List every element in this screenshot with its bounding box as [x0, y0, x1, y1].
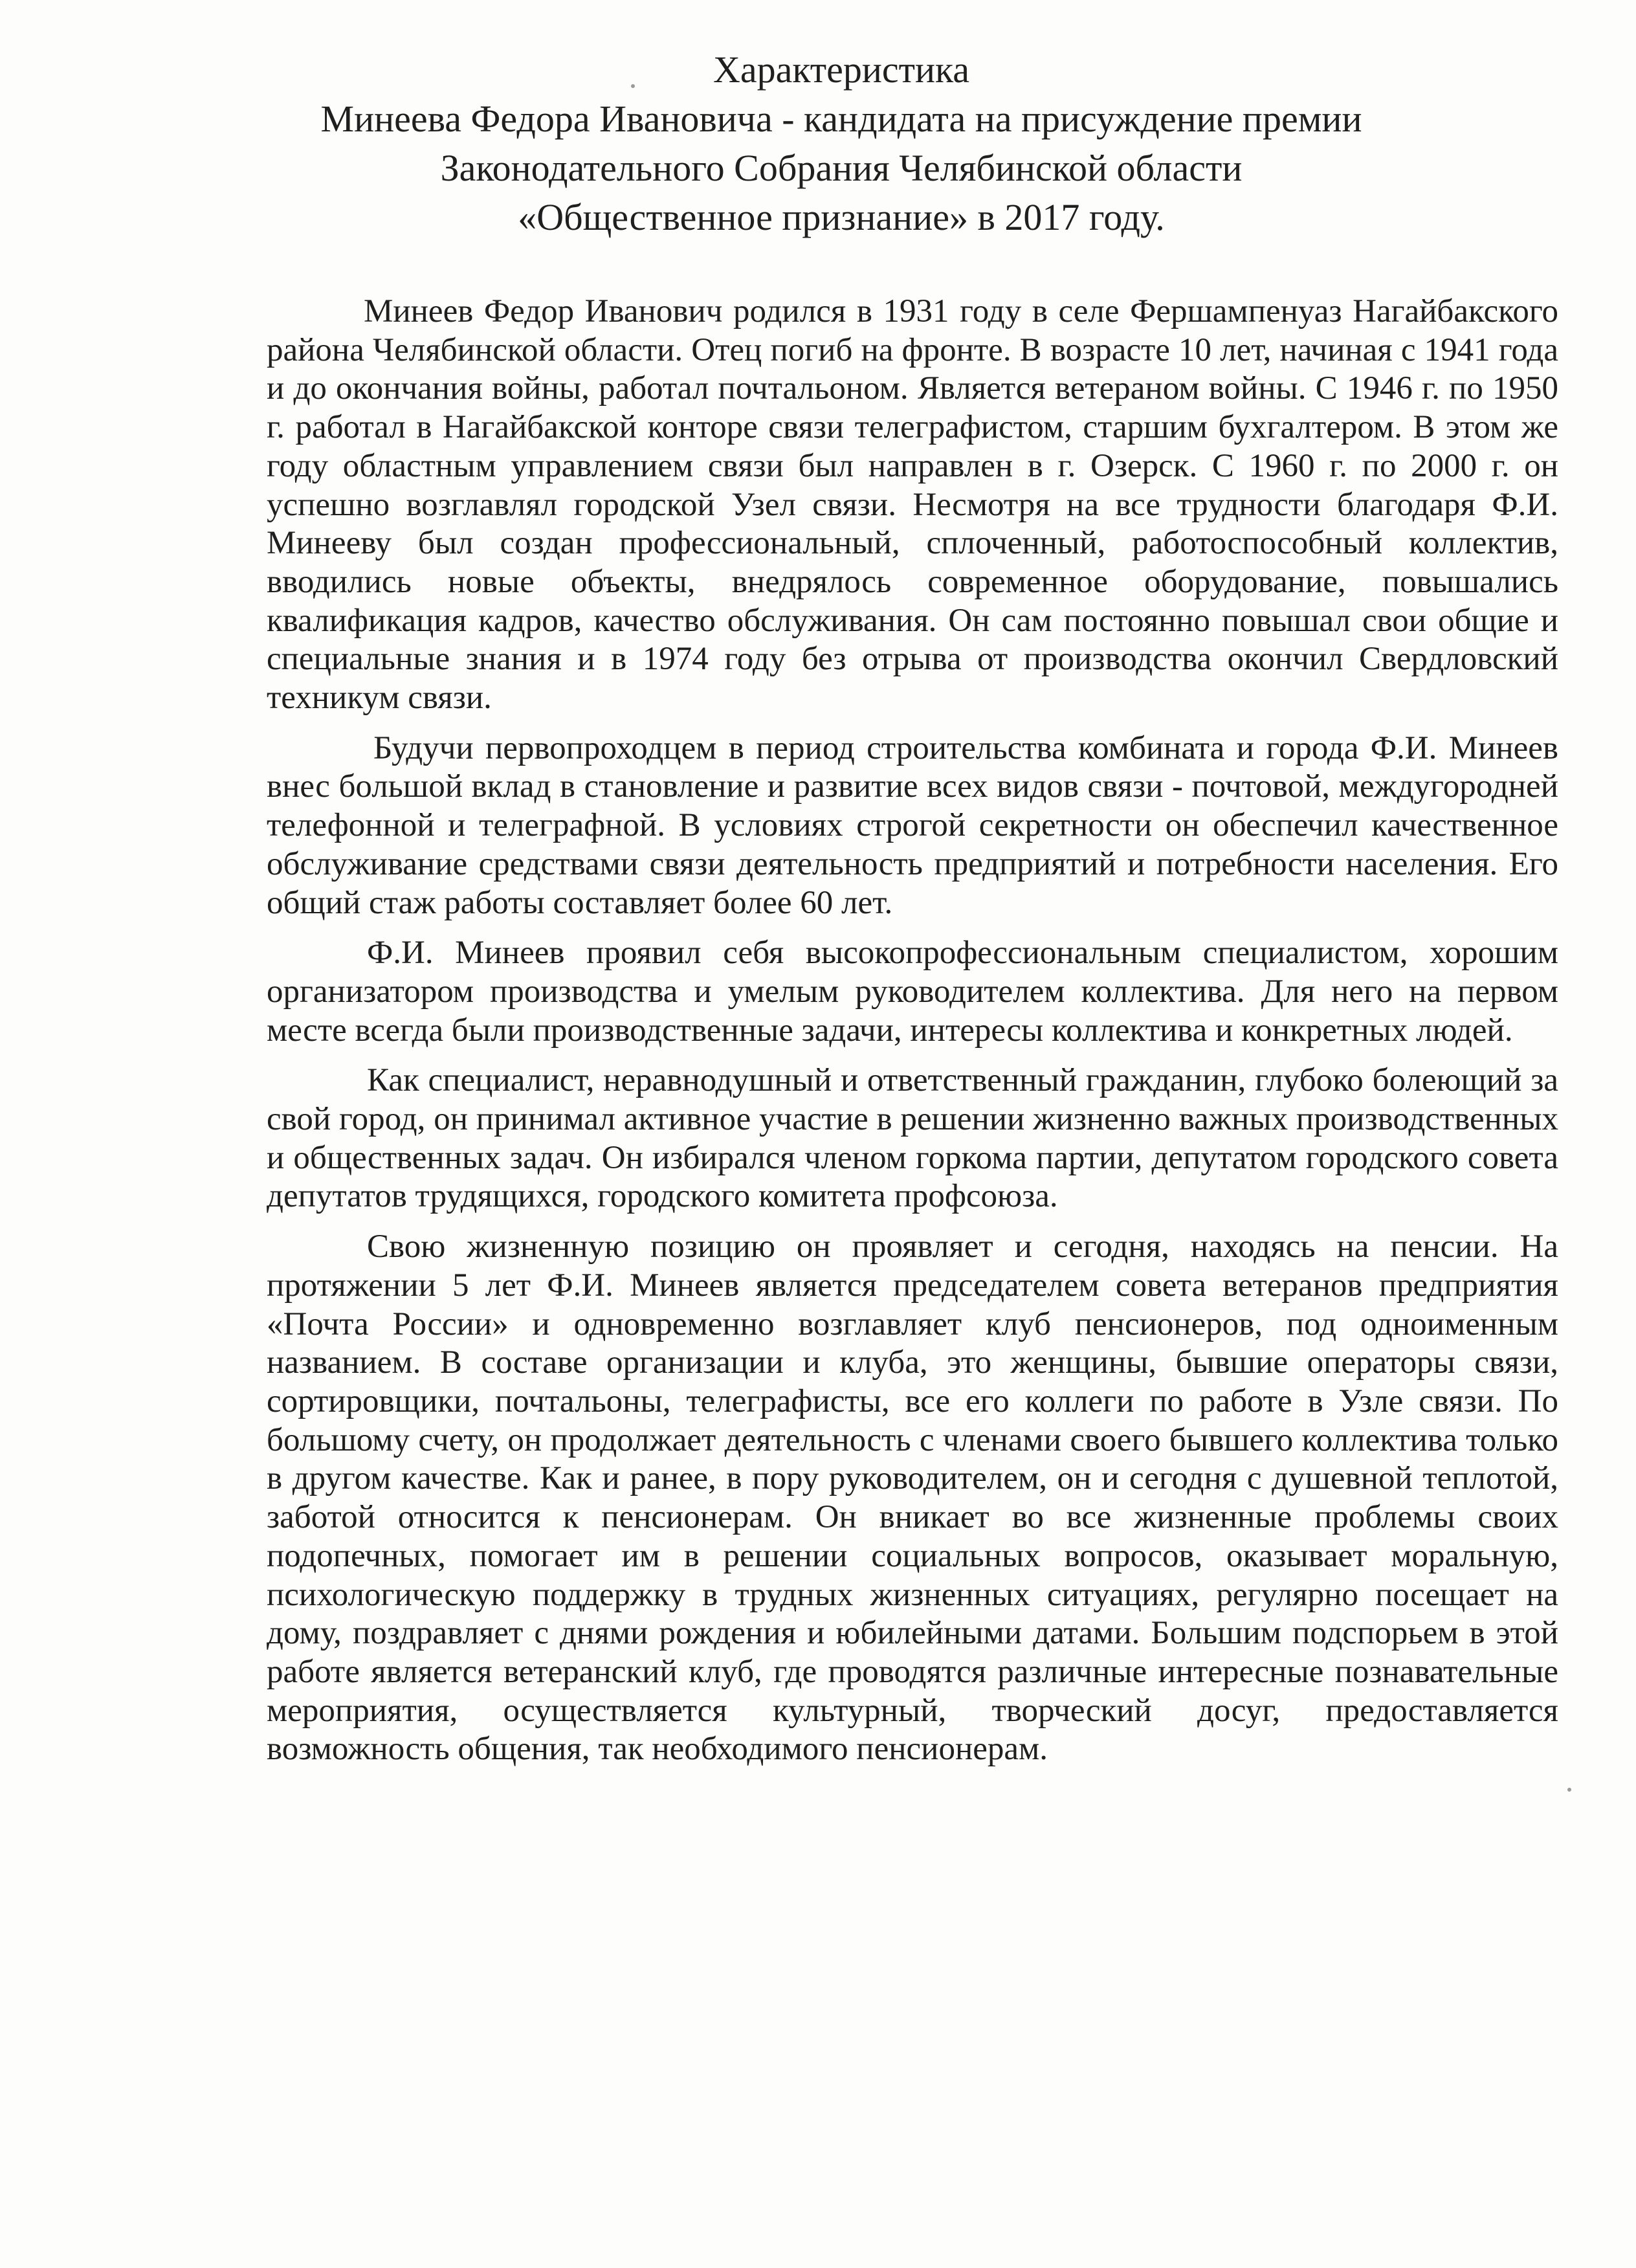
paragraph-biography: Минеев Федор Иванович родился в 1931 году в селе Фершампенуаз Нагайбакского района Челябинской области. Отец погиб на фронте. В возрасте 10 лет, начиная с 1941 года и до окончания войны, работал почтальоном. Является ветераном войны. С 1946 г. по 1950 г. работал в Нагайбакской конторе связи телеграфистом, старшим бухгалтером. В этом же году областным управлением связи был направлен в г. Озерск. С 1960 г. по 2000 г. он успешно возглавлял городской Узел связи. Несмотря на все трудности благодаря Ф.И. Минееву был создан профессиональный, сплоченный, работоспособный коллектив, вводились новые объекты, внедрялось современное оборудование, повышались квалификация кадров, качество обслуживания. Он сам постоянно повышал свои общие и специальные знания и в 1974 году без отрыва от производства окончил Свердловский техникум связи.: [267, 293, 1558, 717]
candidate-line: Минеева Федора Ивановича - кандидата на присуждение премии: [320, 98, 1362, 140]
scan-speck: [1567, 1788, 1571, 1792]
paragraph-pioneer: Будучи первопроходцем в период строительства комбината и города Ф.И. Минеев внес большой вклад в становление и развитие всех видов связи - почтовой, междугородней телефонной и телеграфной. В условиях строгой секретности он обеспечил качественное обслуживание средствами связи деятельность предприятий и потребности населения. Его общий стаж работы составляет более 60 лет.: [267, 729, 1558, 921]
document-header: [246, 45, 1437, 242]
document-title: Характеристика: [713, 49, 970, 91]
paragraph-civic: Как специалист, неравнодушный и ответственный гражданин, глубоко болеющий за свой город, он принимал активное участие в решении жизненно важных производственных и общественных задач. Он избирался членом горкома партии, депутатом городского совета депутатов трудящихся, городского комитета профсоюза.: [267, 1062, 1558, 1215]
assembly-line: Законодательного Собрания Челябинской области: [440, 147, 1243, 189]
award-line: «Общественное признание» в 2017 году.: [518, 196, 1165, 238]
paragraph-veterans: Свою жизненную позицию он проявляет и сегодня, находясь на пенсии. На протяжении 5 лет Ф.И. Минеев является председателем совета ветеранов предприятия «Почта России» и одновременно возглавляет клуб пенсионеров, под одноименным названием. В составе организации и клуба, это женщины, бывшие операторы связи, сортировщики, почтальоны, телеграфисты, все его коллеги по работе в Узле связи. По большому счету, он продолжает деятельность с членами своего бывшего коллектива только в другом качестве. Как и ранее, в пору руководителем, он и сегодня с душевной теплотой, заботой относится к пенсионерам. Он вникает во все жизненные проблемы своих подопечных, помогает им в решении социальных вопросов, оказывает моральную, психологическую поддержку в трудных жизненных ситуациях, регулярно посещает на дому, поздравляет с днями рождения и юбилейными датами. Большим подспорьем в этой работе является ветеранский клуб, где проводятся различные интересные познавательные мероприятия, осуществляется культурный, творческий досуг, предоставляется возможность общения, так необходимого пенсионерам.: [267, 1228, 1558, 1768]
paragraph-specialist: Ф.И. Минеев проявил себя высокопрофессиональным специалистом, хорошим организатором производства и умелым руководителем коллектива. Для него на первом месте всегда были производственные задачи, интересы коллектива и конкретных людей.: [267, 935, 1558, 1049]
document-body: [267, 293, 1558, 1781]
scan-speck: [631, 84, 635, 88]
